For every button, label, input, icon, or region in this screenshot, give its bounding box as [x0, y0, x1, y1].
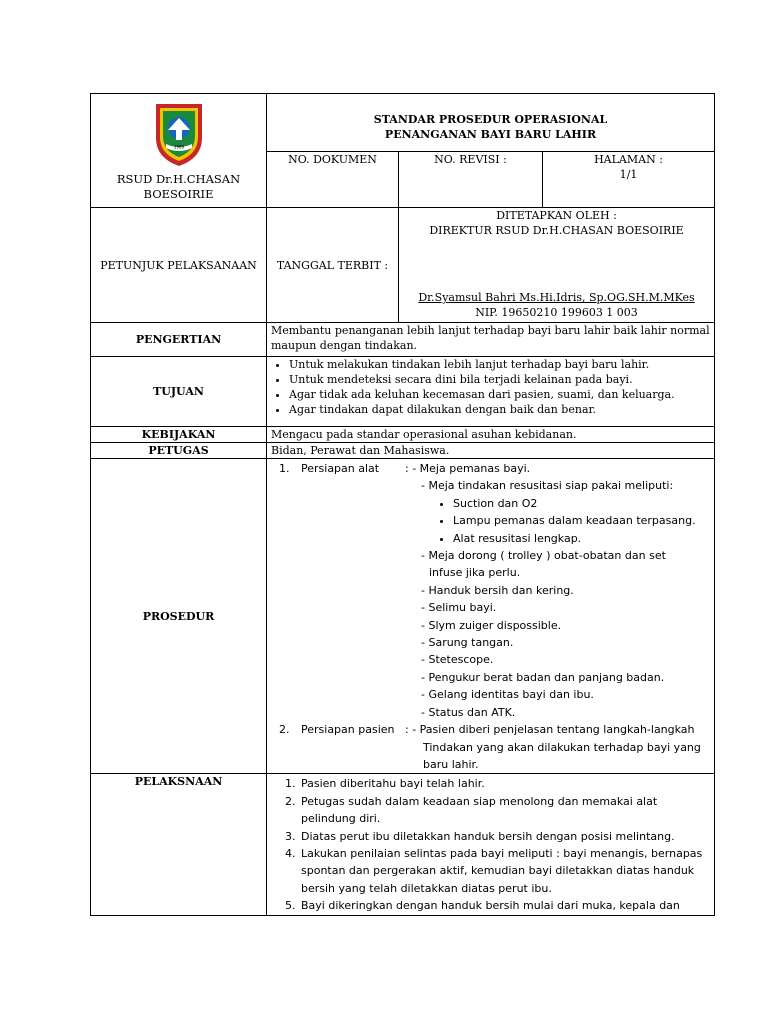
alat-item: - Sarung tangan. — [421, 636, 514, 650]
ditetapkan-cell — [399, 208, 715, 323]
tujuan-item: • Agar tindakan dapat dilakukan dengan baik dan benar. — [289, 402, 710, 417]
kebijakan-text: Mengacu pada standar operasional asuhan kebidanan. — [267, 427, 715, 443]
persiapan-pasien-line-1: : - Pasien diberi penjelasan tentang langkah-langkah — [405, 723, 695, 737]
alat-item: - Selimu bayi. — [421, 601, 497, 615]
persiapan-pasien-line-2: Tindakan yang akan dilakukan terhadap bayi yang — [423, 740, 701, 754]
alat-item: - Gelang identitas bayi dan ibu. — [421, 688, 594, 702]
persiapan-alat-first: : - Meja pemanas bayi. — [405, 462, 531, 475]
no-dokumen-cell — [267, 152, 399, 208]
alat-item: - Status dan ATK. — [421, 705, 516, 719]
resusitasi-line: - Meja tindakan resusitasi siap pakai meliputi: — [421, 479, 674, 493]
tujuan-item: • Untuk mendeteksi secara dini bila terjadi kelainan pada bayi. — [289, 372, 710, 387]
persiapan-pasien-row — [271, 721, 710, 738]
title-line-2: PENANGANAN BAYI BARU LAHIR — [384, 128, 597, 141]
pelaksanaan-step: 5. Bayi dikeringkan dengan handuk bersih mulai dari muka, kepala dan — [299, 897, 710, 914]
tujuan-cell — [267, 357, 715, 427]
halaman-value: 1/1 — [619, 168, 638, 181]
persiapan-alat-row — [271, 460, 710, 477]
tujuan-list — [271, 357, 710, 417]
petunjuk-label: PETUNJUK PELAKSANAAN — [100, 258, 257, 272]
prosedur-label: PROSEDUR — [142, 609, 215, 623]
alat-item: - Meja dorong ( trolley ) obat-obatan dan set — [421, 549, 666, 563]
resusitasi-item: • Alat resusitasi lengkap. — [453, 530, 710, 547]
halaman-label: HALAMAN : — [594, 153, 663, 166]
tujuan-item: • Untuk melakukan tindakan lebih lanjut terhadap bayi baru lahir. — [289, 357, 710, 372]
alat-item: infuse jika perlu. — [429, 566, 521, 580]
tanggal-terbit-label: TANGGAL TERBIT : — [276, 258, 389, 272]
pelaksanaan-cell — [267, 774, 715, 915]
tanggal-terbit-cell — [267, 208, 399, 323]
resusitasi-list — [271, 495, 710, 547]
tujuan-label-cell — [91, 357, 267, 427]
prosedur-label-cell — [91, 459, 267, 774]
halaman-cell — [543, 152, 715, 208]
hospital-logo-icon — [152, 100, 206, 168]
pelaksanaan-label-cell — [91, 774, 267, 915]
ditetapkan-line-2: DIREKTUR RSUD Dr.H.CHASAN BOESOIRIE — [429, 224, 684, 237]
no-revisi-label: NO. REVISI : — [434, 153, 507, 166]
pelaksanaan-list — [271, 775, 710, 914]
pelaksanaan-step: 1. Pasien diberitahu bayi telah lahir. — [299, 775, 710, 792]
signer-nip: NIP. 19650210 199603 1 003 — [475, 306, 638, 319]
ditetapkan-line-1: DITETAPKAN OLEH : — [496, 209, 617, 222]
org-cell — [91, 94, 267, 208]
petugas-text: Bidan, Perawat dan Mahasiswa. — [267, 443, 715, 459]
pelaksanaan-step: 2. Petugas sudah dalam keadaan siap menolong dan memakai alat pelindung diri. — [299, 793, 710, 828]
petugas-label-cell — [91, 443, 267, 459]
petugas-label: PETUGAS — [148, 444, 209, 457]
petunjuk-label-cell — [91, 208, 267, 323]
pengertian-label: PENGERTIAN — [135, 333, 222, 346]
alat-item: - Slym zuiger dispossible. — [421, 618, 562, 632]
prosedur-cell — [267, 459, 715, 774]
kebijakan-label-cell — [91, 427, 267, 443]
org-name: RSUD Dr.H.CHASAN BOESOIRIE — [116, 172, 241, 201]
no-dokumen-label: NO. DOKUMEN — [288, 153, 377, 166]
persiapan-pasien-num: 2. — [279, 723, 290, 737]
tujuan-item: • Agar tidak ada keluhan kecemasan dari pasien, suami, dan keluarga. — [289, 387, 710, 402]
resusitasi-item: • Lampu pemanas dalam keadaan terpasang. — [453, 512, 710, 529]
signer-name: Dr.Syamsul Bahri Ms.Hi.Idris, Sp.OG.SH.M.MKes — [418, 291, 695, 304]
resusitasi-item: • Suction dan O2 — [453, 495, 710, 512]
alat-item: - Pengukur berat badan dan panjang badan. — [421, 670, 665, 684]
pelaksanaan-label: PELAKSNAAN — [134, 775, 223, 789]
sop-table — [90, 93, 715, 916]
alat-item: - Handuk bersih dan kering. — [421, 583, 574, 597]
logo-year: 1989 — [173, 144, 184, 150]
persiapan-pasien-label: Persiapan pasien — [301, 723, 395, 737]
title-line-1: STANDAR PROSEDUR OPERASIONAL — [373, 113, 608, 126]
document-title — [267, 94, 715, 152]
persiapan-pasien-line-3: baru lahir. — [423, 757, 479, 771]
persiapan-alat-num: 1. — [279, 462, 290, 475]
pengertian-text: Membantu penanganan lebih lanjut terhadap bayi baru lahir baik lahir normal maupun dengan tindakan. — [267, 323, 715, 357]
tujuan-label: TUJUAN — [153, 385, 204, 398]
pelaksanaan-step: 3. Diatas perut ibu diletakkan handuk bersih dengan posisi melintang. — [299, 828, 710, 845]
alat-item: - Stetescope. — [421, 653, 494, 667]
pengertian-label-cell — [91, 323, 267, 357]
no-revisi-cell — [399, 152, 543, 208]
kebijakan-label: KEBIJAKAN — [141, 428, 216, 441]
persiapan-alat-label: Persiapan alat — [301, 462, 380, 475]
pelaksanaan-step: 4. Lakukan penilaian selintas pada bayi meliputi : bayi menangis, bernapas spontan dan pergerakan aktif, kemudian bayi diletakkan diatas handuk bersih yang telah diletakkan diatas perut ibu. — [299, 845, 710, 897]
